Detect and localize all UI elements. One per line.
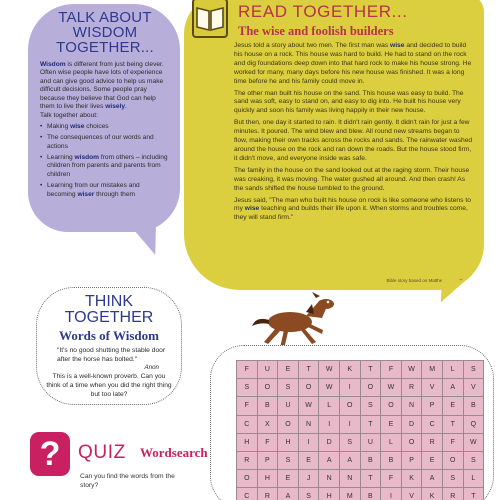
wordsearch-cell[interactable]: S bbox=[442, 470, 463, 488]
read-together-title: READ TOGETHER... bbox=[238, 2, 408, 21]
story-paragraph: The family in the house on the sand looked out at the raging storm. Their house was creaking, it was moving. The water gushed all around. And then crash! As the sands shifted the house tumbled to the ground. bbox=[234, 166, 470, 192]
wordsearch-cell[interactable]: A bbox=[278, 488, 299, 500]
wordsearch-cell[interactable]: E bbox=[442, 397, 463, 415]
wordsearch-title: Wordsearch bbox=[140, 445, 208, 460]
wordsearch-cell[interactable]: O bbox=[237, 470, 258, 488]
wordsearch-cell[interactable]: E bbox=[422, 451, 443, 469]
think-prompt: This is a well-known proverb. Can you think of a time when you did the right thing but too late? bbox=[46, 373, 172, 398]
wordsearch-row bbox=[237, 488, 484, 500]
wordsearch-row bbox=[237, 433, 484, 451]
wordsearch-cell[interactable]: R bbox=[237, 451, 258, 469]
talk-about-title bbox=[40, 10, 170, 55]
wordsearch-cell[interactable]: K bbox=[422, 488, 443, 500]
wordsearch-cell[interactable]: O bbox=[401, 433, 422, 451]
wordsearch-cell[interactable]: S bbox=[298, 488, 319, 500]
wordsearch-cell[interactable]: S bbox=[463, 451, 484, 469]
wordsearch-row bbox=[237, 451, 484, 469]
wordsearch-cell[interactable]: T bbox=[463, 488, 484, 500]
talk-list-intro: Talk together about: bbox=[40, 112, 98, 120]
text: Jesus told a story about two men. The first man was bbox=[234, 42, 390, 49]
wordsearch-row bbox=[237, 379, 484, 397]
wordsearch-cell[interactable]: L bbox=[319, 397, 340, 415]
wordsearch-cell[interactable]: A bbox=[442, 379, 463, 397]
wordsearch-row bbox=[237, 397, 484, 415]
wordsearch-cell[interactable]: R bbox=[257, 488, 278, 500]
wordsearch-cell[interactable]: B bbox=[257, 397, 278, 415]
wordsearch-cell[interactable]: U bbox=[278, 397, 299, 415]
wordsearch-grid bbox=[236, 360, 484, 500]
wordsearch-cell[interactable]: C bbox=[422, 415, 443, 433]
talk-title-line1: TALK ABOUT bbox=[58, 9, 152, 26]
wordsearch-cell[interactable]: E bbox=[381, 415, 402, 433]
keyword: wise bbox=[390, 42, 405, 49]
wordsearch-cell[interactable]: N bbox=[339, 470, 360, 488]
wordsearch-cell[interactable]: O bbox=[257, 379, 278, 397]
wordsearch-cell[interactable]: O bbox=[381, 397, 402, 415]
wordsearch-cell[interactable]: O bbox=[278, 415, 299, 433]
text: Making bbox=[47, 122, 71, 130]
text: teaching and builds their life upon it. When storms and troubles come, they will stand firm." bbox=[234, 205, 468, 222]
text: through them bbox=[94, 190, 135, 198]
story-title: The wise and foolish builders bbox=[238, 24, 394, 38]
talk-bubble-tail bbox=[131, 219, 166, 259]
wordsearch-cell[interactable]: I bbox=[339, 379, 360, 397]
wordsearch-cell[interactable]: N bbox=[401, 397, 422, 415]
text: is different from just being clever. Often wise people have lots of experience and can give good advice to help us make difficult decisions. Some people pray because they believe that God can help them to live their lives bbox=[40, 61, 164, 111]
talk-about-bubble bbox=[28, 4, 180, 232]
talk-about-body bbox=[40, 61, 170, 199]
wordsearch-row bbox=[237, 415, 484, 433]
wordsearch-cell[interactable]: S bbox=[360, 397, 381, 415]
wordsearch-cell[interactable]: K bbox=[339, 361, 360, 379]
story-source: Bible story based on Matthew 7:24-27 bbox=[386, 278, 462, 283]
wordsearch-cell[interactable]: A bbox=[339, 451, 360, 469]
wordsearch-cell[interactable]: I bbox=[298, 433, 319, 451]
wordsearch-cell[interactable]: R bbox=[422, 433, 443, 451]
wordsearch-cell[interactable]: P bbox=[422, 397, 443, 415]
wordsearch-cell[interactable]: C bbox=[237, 415, 258, 433]
story-paragraph: But then, one day it started to rain. It didn't rain gently. It didn't rain for just a few minutes. It poured. The wind blew and blew. All round new streams began to flow, making their own tracks across the rocks and sands. The rainwater washed around the house on the rock and ran down the roads. But the house stood firm, it didn't move, and everyone inside was safe. bbox=[234, 119, 473, 162]
keyword: wise bbox=[244, 205, 260, 213]
wordsearch-cell[interactable]: O bbox=[298, 379, 319, 397]
list-item: • The consequences of our words and actions bbox=[40, 134, 170, 151]
wordsearch-cell[interactable]: O bbox=[339, 397, 360, 415]
text: Jesus said, "The man who built his house on rock is like someone who listens to my bbox=[234, 196, 471, 213]
wordsearch-row bbox=[237, 470, 484, 488]
wordsearch-cell[interactable]: V bbox=[401, 488, 422, 500]
wordsearch-cell[interactable]: T bbox=[360, 415, 381, 433]
read-together-bubble bbox=[184, 0, 484, 290]
quiz-question: Can you find the words from the story? bbox=[80, 473, 175, 489]
wordsearch-cell[interactable]: E bbox=[278, 470, 299, 488]
wordsearch-cell[interactable]: W bbox=[319, 379, 340, 397]
wordsearch-cell[interactable]: K bbox=[401, 470, 422, 488]
keyword: wise bbox=[70, 122, 85, 130]
keyword: Wisdom bbox=[40, 61, 66, 68]
wordsearch-cell[interactable]: I bbox=[381, 488, 402, 500]
wordsearch-cell[interactable]: T bbox=[360, 470, 381, 488]
wordsearch-cell[interactable]: L bbox=[442, 361, 463, 379]
list-item bbox=[40, 123, 170, 131]
wordsearch-cell[interactable]: M bbox=[422, 361, 443, 379]
open-book-icon-graphic bbox=[194, 0, 226, 36]
think-together-bubble bbox=[36, 287, 182, 405]
wordsearch-cell[interactable]: B bbox=[360, 488, 381, 500]
wordsearch-cell[interactable]: M bbox=[339, 488, 360, 500]
quote-attribution: Anon bbox=[144, 364, 159, 371]
wordsearch-cell[interactable]: W bbox=[463, 433, 484, 451]
wordsearch-cell[interactable]: B bbox=[381, 451, 402, 469]
keyword: wiser bbox=[77, 190, 95, 198]
wordsearch-cell[interactable]: S bbox=[237, 379, 258, 397]
wordsearch-cell[interactable]: T bbox=[442, 415, 463, 433]
wordsearch-cell[interactable]: H bbox=[319, 488, 340, 500]
wordsearch-cell[interactable]: F bbox=[257, 433, 278, 451]
wordsearch-cell[interactable]: B bbox=[463, 397, 484, 415]
wordsearch-cell[interactable]: F bbox=[237, 397, 258, 415]
talk-points-list bbox=[40, 123, 170, 199]
wordsearch-cell[interactable]: R bbox=[401, 379, 422, 397]
wordsearch-cell[interactable]: L bbox=[463, 470, 484, 488]
think-together-title: THINK TOGETHER bbox=[64, 293, 154, 326]
wordsearch-cell[interactable]: C bbox=[237, 488, 258, 500]
keyword: wisdom bbox=[74, 154, 100, 162]
wordsearch-cell[interactable]: O bbox=[360, 379, 381, 397]
text: Learning from our mistakes and becoming bbox=[47, 182, 140, 198]
wordsearch-cell[interactable]: H bbox=[278, 433, 299, 451]
wordsearch-cell[interactable]: W bbox=[381, 379, 402, 397]
keyword: wisely bbox=[105, 103, 126, 111]
text: . bbox=[125, 103, 127, 111]
wordsearch-cell[interactable]: I bbox=[319, 415, 340, 433]
text: and decided to build his house on a rock. This house was hard to build. He had to stand on the rock and dig foundations deep down into that hard rock to make his house strong. He worked for many, many days before his new house was finished. It was a long time before he and his family could move in. bbox=[234, 42, 472, 85]
wordsearch-cell[interactable]: U bbox=[257, 361, 278, 379]
wordsearch-row bbox=[237, 361, 484, 379]
text: Learning bbox=[47, 154, 75, 162]
wordsearch-cell[interactable]: U bbox=[360, 433, 381, 451]
wordsearch-cell[interactable]: V bbox=[422, 379, 443, 397]
wordsearch-cell[interactable]: P bbox=[401, 451, 422, 469]
wordsearch-cell[interactable]: B bbox=[360, 451, 381, 469]
story-paragraph: The other man built his house on the sand. This house was easy to build. The sand was soft, easy to stand on, and easy to dig into. He built his house very quickly and soon his family was living happily in their new house. bbox=[234, 89, 464, 115]
wordsearch-cell[interactable]: Q bbox=[463, 415, 484, 433]
words-of-wisdom-title: Words of Wisdom bbox=[59, 328, 159, 343]
wordsearch-cell[interactable]: F bbox=[381, 470, 402, 488]
talk-title-line2: WISDOM TOGETHER... bbox=[56, 24, 154, 56]
story-paragraph bbox=[234, 197, 474, 224]
wordsearch-cell[interactable]: N bbox=[298, 415, 319, 433]
open-book-icon bbox=[192, 0, 228, 38]
talk-intro-paragraph bbox=[40, 61, 170, 111]
wordsearch-cell[interactable]: H bbox=[257, 470, 278, 488]
wordsearch-cell[interactable]: W bbox=[319, 361, 340, 379]
story-text bbox=[234, 42, 474, 226]
wordsearch-cell[interactable]: V bbox=[463, 379, 484, 397]
wordsearch-cell[interactable]: W bbox=[298, 397, 319, 415]
wordsearch-cell[interactable]: T bbox=[298, 361, 319, 379]
wordsearch-cell[interactable]: W bbox=[401, 361, 422, 379]
text: from others – including children from parents and parents from children bbox=[47, 154, 168, 178]
wordsearch-cell[interactable]: S bbox=[463, 361, 484, 379]
wordsearch-cell[interactable]: N bbox=[319, 470, 340, 488]
wordsearch-cell[interactable]: E bbox=[298, 451, 319, 469]
wordsearch-cell[interactable]: A bbox=[319, 451, 340, 469]
wordsearch-cell[interactable]: H bbox=[237, 433, 258, 451]
wordsearch-cell[interactable]: F bbox=[381, 361, 402, 379]
list-item bbox=[40, 182, 170, 199]
proverb-quote: "It's no good shutting the stable door after the horse has bolted." bbox=[57, 347, 166, 363]
wordsearch-cell[interactable]: L bbox=[381, 433, 402, 451]
wordsearch-cell[interactable]: A bbox=[422, 470, 443, 488]
wordsearch-cell[interactable]: R bbox=[442, 488, 463, 500]
wordsearch-cell[interactable]: E bbox=[278, 361, 299, 379]
wordsearch-cell[interactable]: X bbox=[257, 415, 278, 433]
wordsearch-cell[interactable]: S bbox=[339, 433, 360, 451]
wordsearch-cell[interactable]: S bbox=[278, 451, 299, 469]
story-paragraph bbox=[234, 42, 474, 87]
wordsearch-cell[interactable]: D bbox=[401, 415, 422, 433]
wordsearch-cell[interactable]: D bbox=[319, 433, 340, 451]
wordsearch-cell[interactable]: J bbox=[298, 470, 319, 488]
question-mark-icon: ? bbox=[30, 432, 70, 476]
wordsearch-cell[interactable]: O bbox=[442, 451, 463, 469]
wordsearch-cell[interactable]: T bbox=[360, 361, 381, 379]
wordsearch-cell[interactable]: S bbox=[278, 379, 299, 397]
wordsearch-cell[interactable]: P bbox=[257, 451, 278, 469]
list-item bbox=[40, 154, 170, 179]
wordsearch-cell[interactable]: I bbox=[339, 415, 360, 433]
text: choices bbox=[84, 122, 109, 130]
wordsearch-cell[interactable]: F bbox=[442, 433, 463, 451]
quiz-title: QUIZ bbox=[78, 442, 126, 463]
wordsearch-cell[interactable]: F bbox=[237, 361, 258, 379]
